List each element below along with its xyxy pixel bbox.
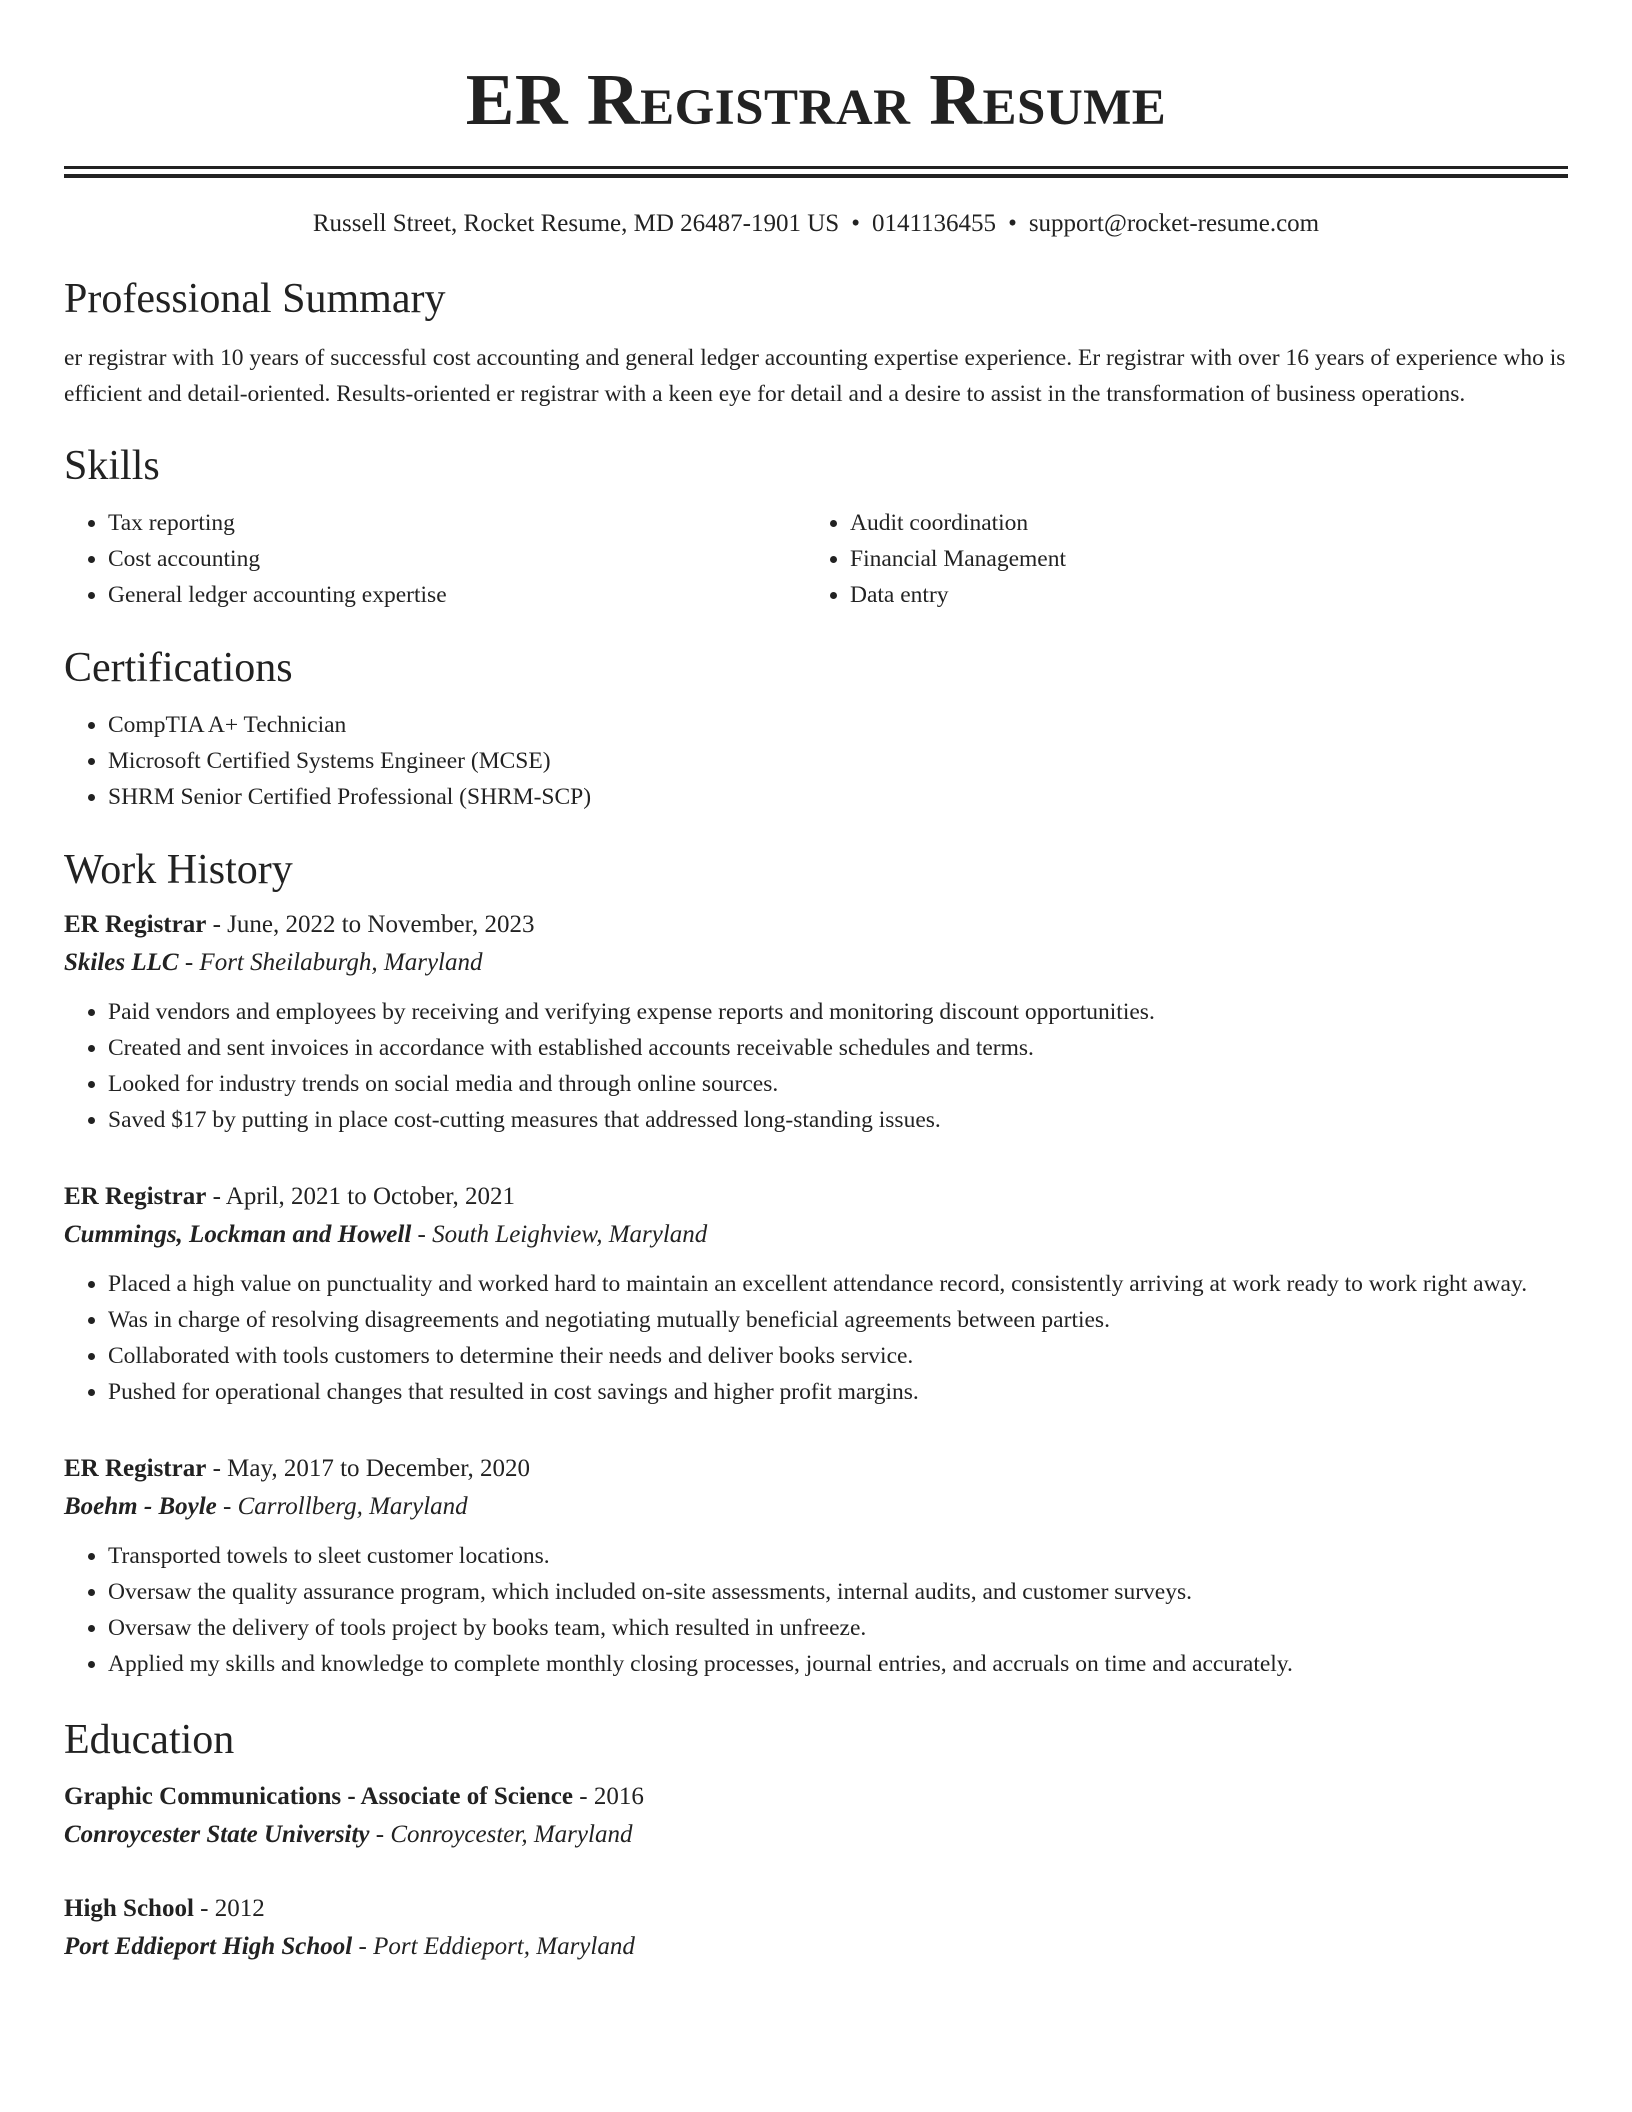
contact-line (64, 207, 1568, 241)
job-company: Cummings, Lockman and Howell (64, 1221, 412, 1248)
job-entry (64, 1178, 1568, 1410)
work-history-section (64, 842, 1568, 1682)
job-company-line (64, 1216, 1568, 1254)
job-bullets (64, 994, 1568, 1138)
job-bullet: • Created and sent invoices in accordance with established accounts receivable schedules and terms. (108, 1030, 1568, 1066)
job-bullet: • Placed a high value on punctuality and worked hard to maintain an excellent attendance record, consistently arriving at work ready to work right away. (108, 1266, 1568, 1302)
job-header (64, 1450, 1568, 1488)
job-bullet: • Transported towels to sleet customer locations. (108, 1538, 1568, 1574)
dash: - (352, 1933, 374, 1960)
job-bullet: • Collaborated with tools customers to determine their needs and deliver books service. (108, 1338, 1568, 1374)
education-degree: Graphic Communications - Associate of Science (64, 1783, 573, 1810)
dash: - (206, 1455, 228, 1482)
education-school-line (64, 1928, 1568, 1966)
dash: - (572, 1783, 594, 1810)
education-school: Port Eddieport High School (64, 1933, 353, 1960)
job-title: ER Registrar (64, 1183, 207, 1210)
job-header (64, 906, 1568, 944)
education-entry (64, 1778, 1568, 1854)
skills-list-left (64, 505, 806, 613)
dash: - (369, 1821, 391, 1848)
resume-title: ER Registrar Resume (465, 59, 1167, 140)
education-location: Conroycester, Maryland (390, 1821, 633, 1848)
job-entry (64, 906, 1568, 1138)
dash: - (193, 1895, 215, 1922)
certifications-section (64, 640, 1568, 815)
job-bullets (64, 1266, 1568, 1410)
job-location: Carrollberg, Maryland (237, 1493, 468, 1520)
title-double-rule (64, 166, 1568, 178)
contact-email: support@rocket-resume.com (1028, 210, 1320, 237)
skill-item: • Cost accounting (108, 541, 806, 577)
summary-text: er registrar with 10 years of successful cost accounting and general ledger accounting expertise experience. Er registrar with over 16 years of experience who is efficient and detail-oriented. Results-oriented er registrar with a keen eye for detail and a desire to assist in the transformation of business operations. (64, 345, 1566, 407)
dash: - (206, 911, 228, 938)
skill-item: • Audit coordination (850, 505, 1568, 541)
job-location: South Leighview, Maryland (432, 1221, 708, 1248)
education-year: 2016 (593, 1783, 644, 1810)
dash: - (178, 949, 200, 976)
job-title: ER Registrar (64, 911, 207, 938)
education-location: Port Eddieport, Maryland (373, 1933, 635, 1960)
job-bullet: • Applied my skills and knowledge to complete monthly closing processes, journal entries, and accruals on time and accurately. (108, 1646, 1568, 1682)
job-dates: June, 2022 to November, 2023 (227, 911, 535, 938)
section-heading: Education (64, 1717, 235, 1763)
dash: - (206, 1183, 226, 1210)
certification-item: • Microsoft Certified Systems Engineer (MCSE) (108, 743, 1568, 779)
job-bullet: • Saved $17 by putting in place cost-cutting measures that addressed long-standing issues. (108, 1102, 1568, 1138)
education-header (64, 1890, 1568, 1928)
skills-grid (64, 505, 1568, 613)
skill-item: • General ledger accounting expertise (108, 577, 806, 613)
education-header (64, 1778, 1568, 1816)
skill-item: • Data entry (850, 577, 1568, 613)
skill-item: • Tax reporting (108, 505, 806, 541)
job-bullets (64, 1538, 1568, 1682)
certification-item: • SHRM Senior Certified Professional (SHRM-SCP) (108, 779, 1568, 815)
job-bullet: • Was in charge of resolving disagreements and negotiating mutually beneficial agreements between parties. (108, 1302, 1568, 1338)
dash: - (411, 1221, 433, 1248)
education-school: Conroycester State University (64, 1821, 370, 1848)
job-header (64, 1178, 1568, 1216)
section-heading: Professional Summary (64, 276, 446, 322)
certification-item: • CompTIA A+ Technician (108, 707, 1568, 743)
professional-summary-section (64, 271, 1568, 412)
job-bullet: • Pushed for operational changes that resulted in cost savings and higher profit margins. (108, 1374, 1568, 1410)
contact-phone: 0141136455 (871, 210, 997, 237)
contact-separator: • (1008, 210, 1017, 237)
skills-section (64, 438, 1568, 613)
section-heading: Certifications (64, 645, 293, 691)
education-degree: High School (64, 1895, 194, 1922)
job-bullet: • Oversaw the quality assurance program, which included on-site assessments, internal audits, and customer surveys. (108, 1574, 1568, 1610)
section-heading: Skills (64, 443, 160, 489)
skill-item: • Financial Management (850, 541, 1568, 577)
job-company-line (64, 944, 1568, 982)
job-company: Boehm - Boyle (64, 1493, 217, 1520)
job-title: ER Registrar (64, 1455, 207, 1482)
job-bullet: • Oversaw the delivery of tools project by books team, which resulted in unfreeze. (108, 1610, 1568, 1646)
education-year: 2012 (214, 1895, 265, 1922)
job-bullet: • Looked for industry trends on social media and through online sources. (108, 1066, 1568, 1102)
job-dates: May, 2017 to December, 2020 (227, 1455, 531, 1482)
job-bullet: • Paid vendors and employees by receiving and verifying expense reports and monitoring discount opportunities. (108, 994, 1568, 1030)
job-location: Fort Sheilaburgh, Maryland (199, 949, 483, 976)
section-heading: Work History (64, 847, 293, 893)
job-company-line (64, 1488, 1568, 1526)
job-dates: April, 2021 to October, 2021 (225, 1183, 516, 1210)
education-school-line (64, 1816, 1568, 1854)
job-company: Skiles LLC (64, 949, 179, 976)
skills-list-right (806, 505, 1568, 613)
contact-address: Russell Street, Rocket Resume, MD 26487-1901 US (312, 210, 840, 237)
job-entry (64, 1450, 1568, 1682)
dash: - (216, 1493, 238, 1520)
education-section (64, 1712, 1568, 1966)
certifications-list (64, 707, 1568, 815)
education-entry (64, 1890, 1568, 1966)
contact-separator: • (851, 210, 860, 237)
